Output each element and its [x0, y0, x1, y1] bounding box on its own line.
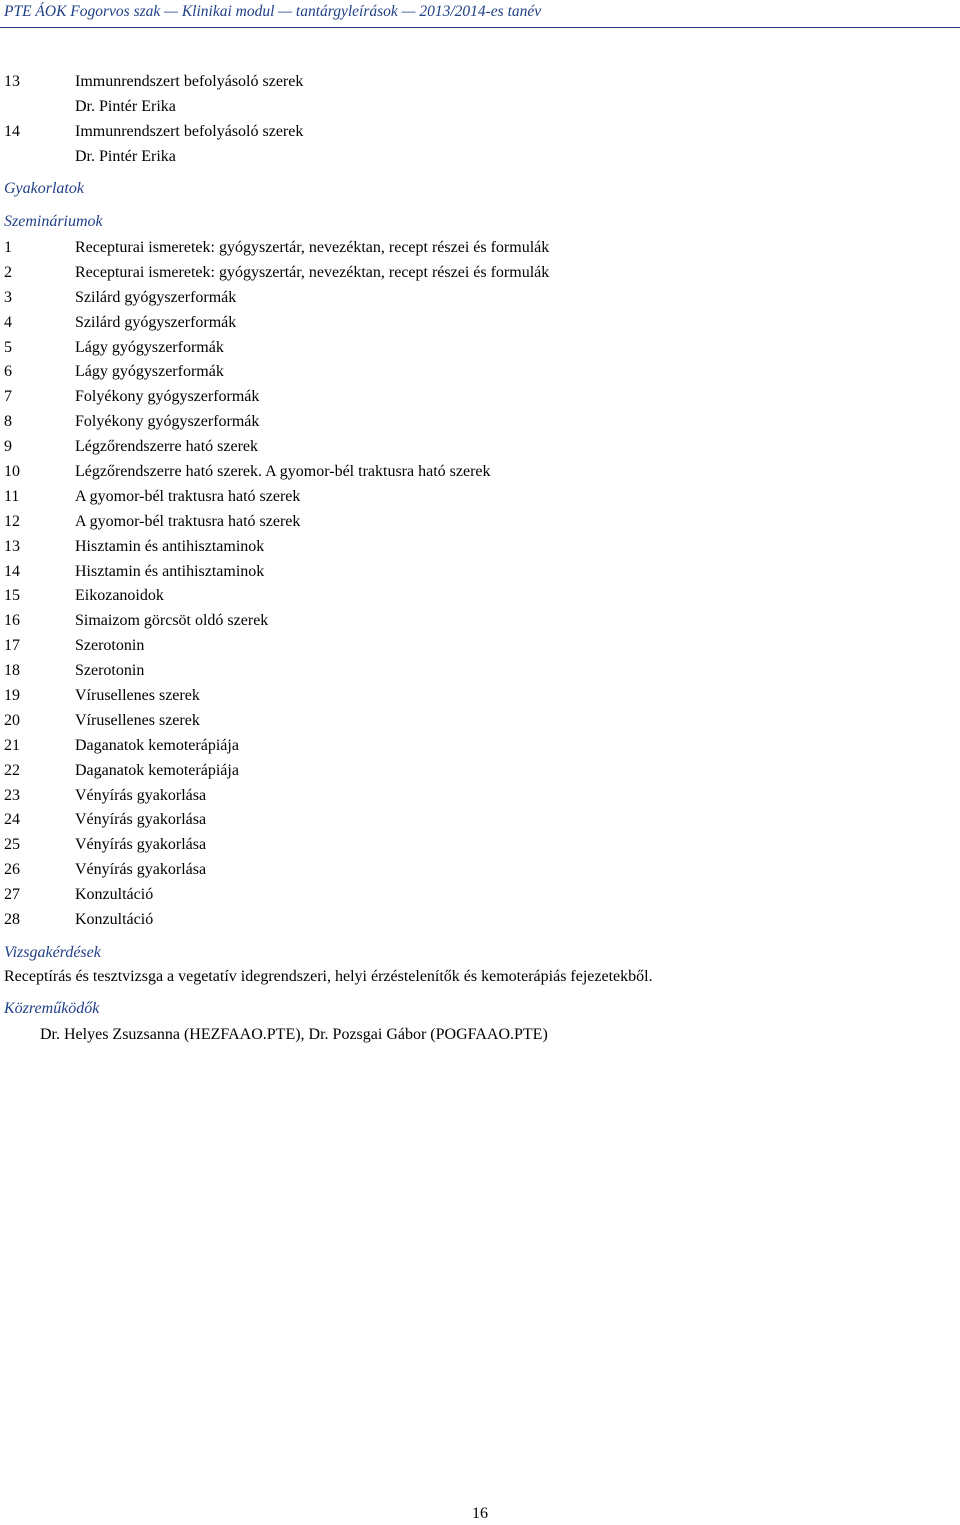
- item-number: 25: [4, 836, 20, 854]
- list-item: [4, 435, 944, 460]
- list-item-lecturer: [4, 145, 944, 170]
- item-number: 23: [4, 786, 20, 804]
- item-number: 14: [4, 122, 20, 140]
- list-item: [4, 634, 944, 659]
- item-number: 7: [4, 388, 12, 406]
- item-title: Vényírás gyakorlása: [75, 836, 207, 854]
- item-number: 9: [4, 438, 12, 456]
- list-item: [4, 908, 944, 933]
- list-item: [4, 261, 944, 286]
- item-title: Hisztamin és antihisztaminok: [75, 537, 265, 555]
- item-number: 11: [4, 487, 20, 505]
- item-title: Vírusellenes szerek: [75, 711, 200, 729]
- list-item: [4, 311, 944, 336]
- item-title: Immunrendszert befolyásoló szerek: [75, 122, 304, 140]
- list-item: [4, 734, 944, 759]
- header-divider: [0, 27, 960, 28]
- item-title: Folyékony gyógyszerformák: [75, 388, 260, 406]
- list-item: [4, 485, 944, 510]
- item-title: Szilárd gyógyszerformák: [75, 313, 237, 331]
- lecture-list-continued: [4, 70, 944, 170]
- item-number: 27: [4, 886, 20, 904]
- item-lecturer: Dr. Pintér Erika: [75, 97, 176, 115]
- item-number: 16: [4, 612, 20, 630]
- item-title: Hisztamin és antihisztaminok: [75, 562, 265, 580]
- list-item: [4, 70, 944, 95]
- item-number: 3: [4, 288, 12, 306]
- list-item: [4, 709, 944, 734]
- contributors-heading: Közreműködők: [4, 1000, 100, 1017]
- item-title: A gyomor-bél traktusra ható szerek: [75, 512, 301, 530]
- item-title: Konzultáció: [75, 911, 154, 929]
- item-number: 19: [4, 687, 20, 705]
- item-number: 14: [4, 562, 20, 580]
- list-item: [4, 336, 944, 361]
- item-number: 26: [4, 861, 20, 879]
- list-item: [4, 784, 944, 809]
- list-item: [4, 510, 944, 535]
- item-title: Folyékony gyógyszerformák: [75, 413, 260, 431]
- exam-text: Receptírás és tesztvizsga a vegetatív idegrendszeri, helyi érzéstelenítők és kemoterápiás fejezetekből.: [4, 968, 653, 985]
- item-title: Daganatok kemoterápiája: [75, 736, 239, 754]
- list-item: [4, 120, 944, 145]
- item-number: 6: [4, 363, 12, 381]
- item-title: Recepturai ismeretek: gyógyszertár, nevezéktan, recept részei és formulák: [75, 263, 550, 281]
- item-number: 18: [4, 662, 20, 680]
- item-lecturer: Dr. Pintér Erika: [75, 147, 176, 165]
- seminar-list: [4, 236, 944, 933]
- item-title: Lágy gyógyszerformák: [75, 338, 224, 356]
- list-item: [4, 808, 944, 833]
- seminars-heading: Szemináriumok: [4, 213, 103, 230]
- item-number: 5: [4, 338, 12, 356]
- list-item: [4, 684, 944, 709]
- item-title: Lágy gyógyszerformák: [75, 363, 224, 381]
- practicals-heading: Gyakorlatok: [4, 180, 84, 197]
- item-number: 20: [4, 711, 20, 729]
- item-title: Eikozanoidok: [75, 587, 164, 605]
- item-title: Vényírás gyakorlása: [75, 786, 207, 804]
- list-item: [4, 858, 944, 883]
- header-text: PTE ÁOK Fogorvos szak — Klinikai modul — tantárgyleírások — 2013/2014-es tanév: [4, 3, 542, 20]
- item-title: Vírusellenes szerek: [75, 687, 200, 705]
- list-item: [4, 659, 944, 684]
- list-item: [4, 460, 944, 485]
- item-title: Simaizom görcsöt oldó szerek: [75, 612, 269, 630]
- item-title: Légzőrendszerre ható szerek: [75, 438, 258, 456]
- item-number: 4: [4, 313, 12, 331]
- item-title: Vényírás gyakorlása: [75, 861, 207, 879]
- item-title: Recepturai ismeretek: gyógyszertár, nevezéktan, recept részei és formulák: [75, 239, 550, 256]
- item-number: 24: [4, 811, 20, 829]
- list-item: [4, 535, 944, 560]
- item-number: 15: [4, 587, 20, 605]
- item-number: 21: [4, 736, 20, 754]
- list-item: [4, 833, 944, 858]
- item-number: 8: [4, 413, 12, 431]
- list-item: [4, 286, 944, 311]
- item-title: Daganatok kemoterápiája: [75, 761, 239, 779]
- exam-heading: Vizsgakérdések: [4, 944, 101, 961]
- list-item-lecturer: [4, 95, 944, 120]
- item-number: 2: [4, 263, 12, 281]
- item-number: 28: [4, 911, 20, 929]
- list-item: [4, 360, 944, 385]
- list-item: [4, 609, 944, 634]
- item-title: Konzultáció: [75, 886, 154, 904]
- list-item: [4, 385, 944, 410]
- contributors-text: Dr. Helyes Zsuzsanna (HEZFAAO.PTE), Dr. Pozsgai Gábor (POGFAAO.PTE): [40, 1026, 548, 1043]
- list-item: [4, 560, 944, 585]
- item-title: Légzőrendszerre ható szerek. A gyomor-bél traktusra ható szerek: [75, 463, 491, 481]
- list-item: [4, 410, 944, 435]
- page-number: 16: [472, 1505, 488, 1522]
- item-title: Szerotonin: [75, 662, 145, 680]
- item-number: 12: [4, 512, 20, 530]
- list-item: [4, 883, 944, 908]
- list-item: [4, 584, 944, 609]
- item-number: 13: [4, 73, 20, 90]
- item-title: Szerotonin: [75, 637, 145, 655]
- item-title: A gyomor-bél traktusra ható szerek: [75, 487, 301, 505]
- list-item: [4, 759, 944, 784]
- item-number: 17: [4, 637, 20, 655]
- page-header: [0, 0, 960, 27]
- list-item: [4, 236, 944, 261]
- item-number: 1: [4, 239, 12, 256]
- item-number: 22: [4, 761, 20, 779]
- item-number: 10: [4, 463, 20, 481]
- item-title: Vényírás gyakorlása: [75, 811, 207, 829]
- item-title: Szilárd gyógyszerformák: [75, 288, 237, 306]
- item-title: Immunrendszert befolyásoló szerek: [75, 73, 304, 90]
- item-number: 13: [4, 537, 20, 555]
